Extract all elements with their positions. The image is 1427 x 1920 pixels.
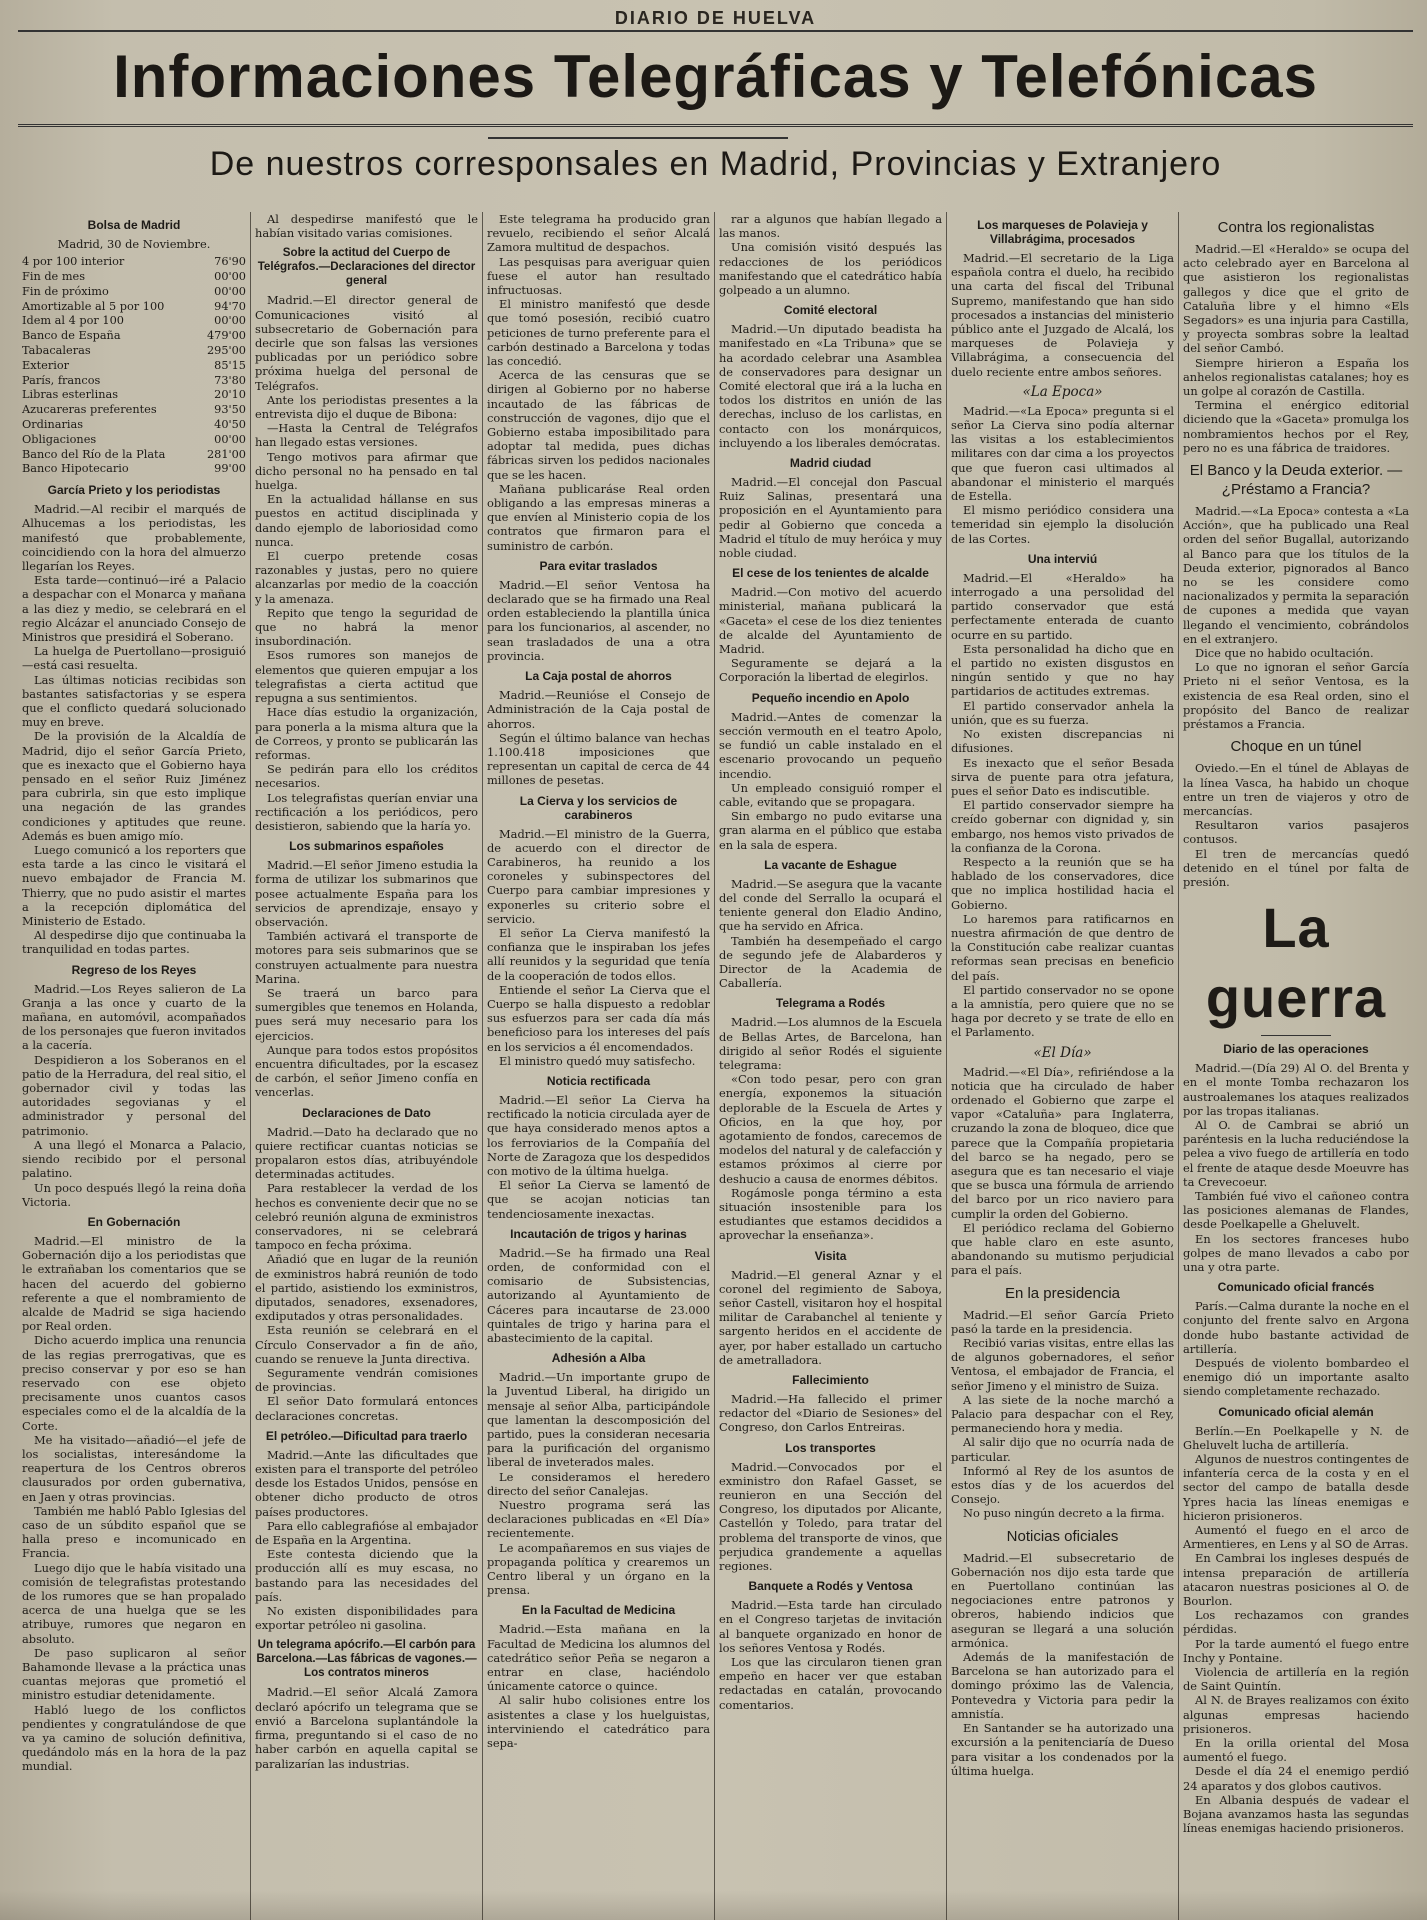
paragraph: Por la tarde aumentó el fuego entre Inchy y Pontaine.: [1183, 1636, 1409, 1665]
paragraph: Entiende el señor La Cierva que el Cuerpo se halla dispuesto a redoblar sus esfuerzos para ser cada día más beneficioso para los intereses del país en los servicios a él encomendados.: [487, 982, 710, 1054]
paragraph: Este telegrama ha producido gran revuelo, recibiendo el señor Alcalá Zamora multitud de despachos.: [487, 212, 710, 255]
paragraph: Madrid.—El director general de Comunicaciones visitó al subsecretario de Gobernación para decirle que son falsas las versiones publicadas por un periódico sobre próxima huelga del personal de Telégrafos.: [255, 293, 478, 393]
paragraph: rar a algunos que habían llegado a las manos.: [719, 212, 942, 241]
heading-tenientes-alcalde: El cese de los tenientes de alcalde: [732, 566, 929, 581]
heading-banco-deuda: El Banco y la Deuda exterior. —¿Préstamo a Francia?: [1189, 462, 1403, 499]
table-row: [22, 388, 246, 403]
paragraph: Esta personalidad ha dicho que en el partido no existen disgustos en ningún sentido y que no hay partidarios de actitudes extremas.: [951, 641, 1174, 699]
paragraph: Esta reunión se celebrará en el Círculo Conservador a fin de año, cuando se renueve la Junta directiva.: [255, 1323, 478, 1366]
paragraph: Al despedirse manifestó que le habían visitado varias comisiones.: [255, 212, 478, 241]
paragraph: Recibió varias visitas, entre ellas las de algunos gobernadores, el señor Ventosa, el embajador de Francia, el señor Jimeno y el ministro de Suiza.: [951, 1336, 1174, 1393]
paragraph: Berlín.—En Poelkapelle y N. de Gheluvelt lucha de artillería.: [1183, 1423, 1409, 1452]
heading-madrid-ciudad: Madrid ciudad: [789, 456, 872, 471]
paragraph: También me habló Pablo Iglesias del caso de un súbdito español que se halla preso e incomunicado en Francia.: [22, 1503, 246, 1561]
paragraph: Madrid.—(Día 29) Al O. del Brenta y en el monte Tomba rechazaron los austroalemanes los ataques realizados por las tropas italianas.: [1183, 1061, 1409, 1118]
paragraph: Madrid.—Un importante grupo de la Juventud Liberal, ha dirigido un mensaje al señor Alba, participándole que lamentan la descomposición del partido, pues la consideran necesaria para la purificación del organismo liberal de inveterados males.: [487, 1370, 710, 1470]
paragraph: El partido conservador siempre ha creído gobernar con dignidad y, sin embargo, nos hemos visto privados de la confianza de la Corona.: [951, 798, 1174, 855]
main-headline: Informaciones Telegráficas y Telefónicas: [18, 32, 1413, 127]
heading-facultad-medicina: En la Facultad de Medicina: [521, 1603, 676, 1618]
paragraph: Madrid.—Se ha firmado una Real orden, de conformidad con el comisario de Subsistencias, autorizando al Ayuntamiento de Cáceres para incautarse de 23.000 quintales de trigo y harina para el abastecimiento de la capital.: [487, 1245, 710, 1346]
paragraph: Seguramente se dejará a la Corporación la libertad de elegirlos.: [719, 656, 942, 685]
paragraph: Madrid.—El subsecretario de Gobernación nos dijo esta tarde que en Puertollano continúan las negociaciones entre patronos y obreros, habiendo indicios que aseguran se llegará a una solución armónica.: [951, 1550, 1174, 1650]
table-row: [22, 300, 246, 315]
paragraph: Una comisión visitó después las redacciones de los periódicos manifestando que el catedrático había golpeado a un alumno.: [719, 240, 942, 298]
paragraph: El partido conservador anhela la unión, que es su fuerza.: [951, 698, 1174, 727]
paragraph: Luego dijo que le había visitado una comisión de telegrafistas protestando de los rumores que se han propalado acerca de una huelga que se les atribuye, rumores que negaron en absoluto.: [22, 1560, 246, 1646]
paragraph: Madrid.—El señor Jimeno estudia la forma de utilizar los submarinos que posee actualmente España para los servicios de aprendizaje, ensayo y observación.: [255, 858, 478, 929]
war-title-rule: [1261, 1035, 1331, 1036]
paragraph: Informó al Rey de los asuntos de estos días y de los acuerdos del Consejo.: [951, 1463, 1174, 1507]
paragraph: Esos rumores son manejos de elementos que quieren empujar a los telegrafistas a cierta actitud que repugna a sus sentimientos.: [255, 648, 478, 706]
quote-value: 00'00: [214, 270, 246, 283]
quote-value: 99'00: [214, 462, 246, 476]
heading-el-dia: «El Día»: [1033, 1044, 1092, 1061]
paragraph: Madrid.—Antes de comenzar la sección vermouth en el teatro Apolo, se fundió un cable instalado en el escenario provocando un pequeño incendio.: [719, 709, 942, 781]
heading-choque-tunel: Choque en un túnel: [1230, 738, 1362, 756]
heading-comunicado-frances: Comunicado oficial francés: [1217, 1280, 1375, 1295]
page-bottom-shade: [0, 1890, 1427, 1920]
paragraph: Dicho acuerdo implica una renuncia de las regias prerrogativas, que es preciso conservar y por eso se han reservado con ese objeto precisamente unos cuantos casos especiales como el de la alcaldía de la Corte.: [22, 1333, 246, 1433]
heading-transportes: Los transportes: [785, 1440, 876, 1455]
heading-noticia-rectificada: Noticia rectificada: [546, 1073, 651, 1088]
paragraph: Aunque para todos estos propósitos encuentra dificultades, por la escasez de carbón, el señor Jimeno confía en vencerlas.: [255, 1042, 478, 1100]
paragraph: El partido conservador no se opone a la amnistía, pero quiere que no se haga por decreto y se trate de ello en el Parlamento.: [951, 982, 1174, 1040]
quote-value: 00'00: [214, 432, 246, 446]
masthead: DIARIO DE HUELVA: [18, 6, 1413, 32]
heading-visita: Visita: [814, 1248, 847, 1263]
heading-la-epoca: «La Epoca»: [1022, 383, 1103, 400]
bolsa-date: Madrid, 30 de Noviembre.: [57, 237, 211, 251]
columns: [18, 212, 1413, 1920]
column-2: [250, 212, 482, 1920]
paragraph: Madrid.—Los Reyes salieron de La Granja a las once y cuarto de la mañana, en automóvil, acompañados de los personajes que fueron invitados a la cacería.: [22, 981, 246, 1053]
quote-label: Ordinarias: [22, 417, 84, 431]
heading-telegrama-rodes: Telegrama a Rodés: [775, 996, 886, 1011]
table-row: [22, 433, 246, 448]
heading-declaraciones-dato: Declaraciones de Dato: [302, 1105, 431, 1120]
quote-label: Amortizable al 5 por 100: [22, 299, 165, 313]
paragraph: Los telegrafistas querían enviar una rectificación a los periódicos, pero desistieron, sabiendo que la haría yo.: [255, 790, 478, 833]
column-1: [18, 212, 250, 1920]
paragraph: París.—Calma durante la noche en el conjunto del frente salvo en Argona donde hubo bastante actividad de artillería.: [1183, 1299, 1409, 1356]
heading-banquete: Banquete a Rodés y Ventosa: [748, 1579, 913, 1594]
paragraph: Hace días estudio la organización, para ponerla a la misma altura que la de Correos, y pronto se publicarán las reformas.: [255, 705, 478, 762]
paragraph: Madrid.—El señor Alcalá Zamora declaró apócrifo un telegrama que se envió a Barcelona suplantándole la firma, preguntando si el caso de no haber carbón en aquella capital se paralizarían las industrias.: [255, 1685, 478, 1771]
heading-polavieja: Los marqueses de Polavieja y Villabrágima, procesados: [977, 218, 1148, 246]
paragraph: Madrid.—Ha fallecido el primer redactor del «Diario de Sesiones» del Congreso, don Carlos Entreiras.: [719, 1392, 942, 1435]
quote-value: 281'00: [206, 447, 246, 461]
heading-submarinos: Los submarinos españoles: [289, 839, 444, 854]
paragraph: Desde el día 24 el enemigo perdió 24 aparatos y dos globos cautivos.: [1183, 1764, 1409, 1793]
war-section-title: [1183, 893, 1409, 1036]
column-3: [482, 212, 714, 1920]
quote-label: Azucareras preferentes: [22, 403, 157, 417]
paragraph: Es inexacto que el señor Besada sirva de puente para otra jefatura, pues el señor Dato es indiscutible.: [951, 755, 1174, 798]
paragraph: Aumentó el fuego en el arco de Armentieres, en Lens y al SO de Arras.: [1183, 1523, 1409, 1552]
column-4: [714, 212, 946, 1920]
paragraph: Termina el enérgico editorial diciendo que la «Gaceta» promulga los nombramientos hechos por el Rey, pero no es una fábrica de traidores.: [1183, 398, 1409, 455]
paragraph: Nuestro programa será las declaraciones publicadas en «El Día» recientemente.: [487, 1498, 710, 1541]
paragraph: La huelga de Puertollano—prosiguió—está casi resuelta.: [22, 644, 246, 673]
paragraph: El señor Dato formulará entonces declaraciones concretas.: [255, 1394, 478, 1423]
heading-noticias-oficiales: Noticias oficiales: [1006, 1527, 1119, 1545]
table-row: [22, 285, 246, 300]
paragraph: Madrid.—El concejal don Pascual Ruiz Salinas, presentará una proposición en el Ayuntamiento para pedir al Gobierno que conceda a Madrid el título de muy heróica y muy noble ciudad.: [719, 475, 942, 561]
paragraph: También fué vivo el cañoneo contra las posiciones alemanas de Flandes, desde Poelkapelle a Gheluvelt.: [1183, 1188, 1409, 1232]
table-row: [22, 403, 246, 418]
paragraph: Madrid.—El secretario de la Liga española contra el duelo, ha recibido una carta del fiscal del Tribunal Supremo, manifestando que han sido procesados a instancias del ministerio público ante el Juzgado de Alcalá, los marqueses de Polavieja y Villabrágima, a consecuencia del duelo reciente entre ambos señores.: [951, 251, 1174, 379]
paragraph: Al salir hubo colisiones entre los asistentes a clase y los huelguistas, interviniendo el catedrático para sepa-: [487, 1693, 710, 1751]
quote-value: 40'50: [214, 417, 246, 431]
heading-fallecimiento: Fallecimiento: [792, 1373, 869, 1388]
paragraph: «Con todo pesar, pero con gran energía, exponemos la situación deplorable de la Escuela de Artes y Oficios, en la que hoy, por agotamiento de fondos, carecemos de modelos del natural y de calefacción y estamos próximos al cierre por deshucio a causa de enormes débitos.: [719, 1072, 942, 1186]
heading-petroleo: El petróleo.—Dificultad para traerlo: [265, 1428, 468, 1443]
heading-adhesion-alba: Adhesión a Alba: [551, 1351, 646, 1366]
paragraph: En la orilla oriental del Mosa aumentó el fuego.: [1183, 1736, 1409, 1765]
paragraph: Madrid.—Al recibir el marqués de Alhucemas a los periodistas, les manifestó que probablemente, coincidiendo con la hora del almuerzo llegarían los Reyes.: [22, 502, 246, 573]
quote-value: 94'70: [214, 299, 246, 313]
paragraph: Madrid.—El señor La Cierva ha rectificado la noticia circulada ayer de que haya considerado menos aptos a los ferroviarios de la Compañía del Norte de Zaragoza que los despedidos con motivo de la última huelga.: [487, 1092, 710, 1178]
quote-label: Exterior: [22, 358, 70, 372]
paragraph: Un poco después llegó la reina doña Victoria.: [22, 1180, 246, 1209]
paragraph: Dice que no habido ocultación.: [1195, 646, 1374, 661]
paragraph: Según el último balance van hechas 1.100.418 imposiciones que representan un capital de cerca de 44 millones de pesetas.: [487, 730, 710, 788]
quote-value: 76'90: [214, 255, 246, 269]
paragraph: Mañana publicaráse Real orden obligando a las empresas mineras a que envíen al Ministerio copia de los contratos que firmaron para el suministro de carbón.: [487, 481, 710, 553]
quote-label: Fin de mes: [22, 270, 86, 283]
paragraph: Además de la manifestación de Barcelona se han autorizado para el domingo próximo las de Valencia, Pontevedra y Victoria para pedir la amnistía.: [951, 1650, 1174, 1721]
paragraph: También ha desempeñado el cargo de segundo jefe de Alabarderos y Director de la Academia de Caballería.: [719, 933, 942, 991]
paragraph: En los sectores franceses hubo golpes de mano llevados a cabo por una y otra parte.: [1183, 1231, 1409, 1274]
paragraph: Rogámosle ponga término a esta situación insostenible para los estudiantes que estamos decididos a aprovechar la enseñanza».: [719, 1185, 942, 1243]
paragraph: Violencia de artillería en la región de Saint Quintín.: [1183, 1665, 1409, 1694]
paragraph: Se pedirán para ello los créditos necesarios.: [255, 762, 478, 791]
paragraph: Las últimas noticias recibidas son bastantes satisfactorias y se espera que el conflicto quedará solucionado muy en breve.: [22, 672, 246, 730]
heading-comunicado-aleman: Comunicado oficial alemán: [1218, 1404, 1374, 1419]
paragraph: Madrid.—«La Epoca» contesta a «La Acción», que ha publicado una Real orden del señor Bugallal, autorizando al Banco para que los títulos de la Deuda exterior, pignorados al Banco no se les considere como nacionalizados y permita la separación de cupones a medida que vayan llegando el vencimiento, cobrándolos en el extranjero.: [1183, 504, 1409, 646]
paragraph: Sin embargo no pudo evitarse una gran alarma en el público que estaba en la sala de espera.: [719, 809, 942, 852]
paragraph: No puso ningún decreto a la firma.: [963, 1506, 1165, 1521]
heading-interviu: Una interviú: [1027, 551, 1098, 566]
subheadline-block: [18, 127, 1413, 205]
paragraph: Lo que no ignoran el señor García Prieto ni el señor Ventosa, es la existencia de esa Real orden, sino el propósito del Banco de realizar préstamos a Francia.: [1183, 660, 1409, 732]
paragraph: Siempre hirieron a España los anhelos regionalistas catalanes; hoy es un golpe al corazón de Castilla.: [1183, 355, 1409, 399]
subheadline: De nuestros corresponsales en Madrid, Provincias y Extranjero: [209, 145, 1222, 183]
heading-telegrama-apocrifo: Un telegrama apócrifo.—El carbón para Barcelona.—Las fábricas de vagones.—Los contratos mineros: [256, 1638, 477, 1680]
paragraph: —Hasta la Central de Telégrafos han llegado estas versiones.: [255, 421, 478, 450]
paragraph: En la actualidad hállanse en sus puestos en actitud disciplinada y dando ejemplo de laboriosidad como nunca.: [255, 492, 478, 549]
table-row: [22, 448, 246, 463]
paragraph: Para ello cablegrafióse al embajador de España en la Argentina.: [255, 1518, 478, 1548]
paragraph: Le consideramos el heredero directo del señor Canalejas.: [487, 1469, 710, 1498]
quote-value: 85'15: [214, 358, 246, 372]
paragraph: También activará el transporte de motores para seis submarinos que se construyen actualmente para nuestra Marina.: [255, 929, 478, 986]
quote-value: 00'00: [214, 284, 246, 298]
heading-vacante-eshague: La vacante de Eshague: [764, 857, 897, 872]
paragraph: De paso suplicaron al señor Bahamonde llevase a la práctica unas cuantas mejoras que prometió el ministro estudiar detenidamente.: [22, 1645, 246, 1703]
paragraph: Madrid.—Los alumnos de la Escuela de Bellas Artes, de Barcelona, han dirigido al señor Rodés el siguiente telegrama:: [719, 1015, 942, 1072]
paragraph: Habló luego de los conflictos pendientes y congratulándose de que va ya camino de solución definitiva, quedándolo más en la hora de la paz mundial.: [22, 1702, 246, 1774]
heading-caja-postal: La Caja postal de ahorros: [525, 669, 672, 684]
quote-value: 00'00: [214, 314, 246, 328]
table-row: [22, 314, 246, 329]
paragraph: El ministro quedó muy satisfecho.: [499, 1053, 696, 1068]
paragraph: El periódico reclama del Gobierno que hable claro en este asunto, abandonando su mutismo perjudicial para el país.: [951, 1220, 1174, 1278]
paragraph: Madrid.—El ministro de la Gobernación dijo a los periodistas que le extrañaban los comentarios que se hacen del acuerdo del gobierno referente a que el nombramiento de alcalde de Madrid se siga haciendo por Real orden.: [22, 1233, 246, 1334]
heading-diario-operaciones: Diario de las operaciones: [1223, 1042, 1369, 1057]
paragraph: Madrid.—«La Epoca» pregunta si el señor La Cierva sino podía alternar las visitas a los establecimientos militares con dar cima a los proyectos que que fueron casi ultimados al abandonar el ministerio el marqués de Estella.: [951, 403, 1174, 504]
paragraph: Tengo motivos para afirmar que dicho personal no ha pensado en tal huelga.: [255, 449, 478, 493]
paragraph: Las pesquisas para averiguar quien fuese el autor han resultado infructuosas.: [487, 254, 710, 298]
paragraph: A una llegó el Monarca a Palacio, siendo recibido por el personal palatino.: [22, 1137, 246, 1181]
heading-evitar-traslados: Para evitar traslados: [539, 558, 658, 573]
paragraph: Luego comunicó a los reporters que esta tarde a las cinco le visitará el nuevo embajador de Francia M. Thierry, que no pudo asistir el martes a la recepción diplomática del Ministerio de Estado.: [22, 843, 246, 929]
heading-presidencia: En la presidencia: [1004, 1284, 1121, 1302]
stock-quotes-table: [22, 255, 246, 477]
paragraph: Despidieron a los Soberanos en el patio de la Herradura, del real sitio, el gobernador civil y todas las autoridades segovianas y el administrador y personal del patrimonio.: [22, 1052, 246, 1138]
paragraph: Madrid.—Convocados por el exministro don Rafael Gasset, se reunieron en una Sección del Congreso, los diputados por Alicante, Castellón y Toledo, para tratar del problema del transporte de vinos, que perjudica grandemente a aquellas regiones.: [719, 1459, 942, 1574]
quote-label: Banco Hipotecario: [22, 462, 129, 476]
paragraph: Oviedo.—En el túnel de Ablayas de la línea Vasca, ha habido un choque entre un tren de viajeros y otro de mercancías.: [1183, 761, 1409, 818]
paragraph: Repito que tengo la seguridad de que no habrá la menor insubordinación.: [255, 605, 478, 649]
heading-trigos-harinas: Incautación de trigos y harinas: [510, 1226, 687, 1241]
quote-label: Fin de próximo: [22, 284, 109, 298]
heading-garcia-prieto: García Prieto y los periodistas: [47, 483, 221, 498]
quote-value: 93'50: [214, 403, 246, 417]
paragraph: Madrid.—El general Aznar y el coronel del regimiento de Saboya, señor Castell, visitaron hoy el hospital militar de Carabanchel al teniente y sargento heridos en el accidente de ayer, por haber estallado un cartucho de ametralladora.: [719, 1267, 942, 1367]
paragraph: Madrid.—Dato ha declarado que no quiere rectificar cuantas noticias se propalaron estos días, atribuyéndole determinadas actitudes.: [255, 1124, 478, 1182]
paragraph: Me ha visitado—añadió—el jefe de los socialistas, interesándome la reapertura de los Centros obreros clausurados por orden gubernativa, en Jaen y otras provincias.: [22, 1432, 246, 1504]
paragraph: Acerca de las censuras que se dirigen al Gobierno por no haberse incautado de las fábricas de construcción de vagones, dijo que el Gobierno estaba imposibilitado para adoptar tal medida, pues dichas fábricas sirven los pedidos nacionales que se les hacen.: [487, 368, 710, 482]
quote-label: Idem al 4 por 100: [22, 314, 124, 328]
paragraph: El señor La Cierva se lamentó de que se acojan noticias tan tendenciosamente inexactas.: [487, 1178, 710, 1221]
paragraph: Después de violento bombardeo el enemigo dió un importante asalto siendo completamente rechazado.: [1183, 1355, 1409, 1399]
paragraph: Madrid.—Reunióse el Consejo de Administración de la Caja postal de ahorros.: [487, 688, 710, 731]
paragraph: Madrid.—El señor Ventosa ha declarado que se ha firmado una Real orden estableciendo la plantilla única para los funcionarios, al ascender, no sean trasladados de una a otra provincia.: [487, 577, 710, 663]
paragraph: Madrid.—El «Heraldo» se ocupa del acto celebrado ayer en Barcelona al que asistieron los regionalistas gallegos y dice que el grito de Cataluña libre y el himno «Els Segadors» es una injuria para Castilla, y proyecta sombras sobre la lealtad del señor Cambó.: [1183, 242, 1409, 356]
quote-label: 4 por 100 interior: [22, 255, 125, 269]
quote-label: Libras esterlinas: [22, 388, 119, 402]
paragraph: En Santander se ha autorizado una excursión a la penitenciaría de Dueso para visitar a los condenados por la última huelga.: [951, 1721, 1174, 1778]
paragraph: El tren de mercancías quedó detenido en el túnel por falta de presión.: [1183, 846, 1409, 889]
paragraph: Ante los periodistas presentes a la entrevista dijo el duque de Bibona:: [255, 392, 478, 422]
paragraph: El ministro manifestó que desde que tomó posesión, recibió cuatro peticiones de turno preferente para el carbón destinado a Barcelona y todas las concedió.: [487, 297, 710, 369]
paragraph: De la provisión de la Alcaldía de Madrid, dijo el señor García Prieto, que es inexacto que el Gobierno haya pensado en el señor Ruiz Jiménez para cubrirla, sin que esto implique una negación de las grandes condiciones y aptitudes que reune. Además es buen amigo mío.: [22, 729, 246, 843]
paragraph: Seguramente vendrán comisiones de provincias.: [255, 1366, 478, 1395]
paragraph: A las siete de la noche marchó a Palacio para despachar con el Rey, permaneciendo hora y media.: [951, 1392, 1174, 1436]
paragraph: Madrid.—Se asegura que la vacante del conde del Serrallo la ocupará el teniente general don Eladio Andino, que ha servido en Africa.: [719, 876, 942, 934]
quote-value: 295'00: [206, 343, 246, 357]
paragraph: Madrid.—El ministro de la Guerra, de acuerdo con el director de Carabineros, ha reunido a los coroneles y subinspectores del Cuerpo para cambiar impresiones y exponerles su criterio sobre el servicio.: [487, 826, 710, 926]
heading-cierva-carabineros: La Cierva y los servicios de carabineros: [519, 793, 678, 822]
paragraph: Un empleado consiguió romper el cable, evitando que se propagara.: [719, 780, 942, 809]
table-row: [22, 344, 246, 359]
war-title: La guerra: [1205, 896, 1387, 1030]
heading-comite-electoral: Comité electoral: [783, 303, 878, 318]
quote-label: Tabacaleras: [22, 343, 91, 357]
paragraph: Este contesta diciendo que la producción allí es muy escasa, no bastando para las necesidades del país.: [255, 1547, 478, 1604]
heading-regionalistas: Contra los regionalistas: [1217, 219, 1375, 236]
paragraph: El mismo periódico considera una temeridad sin ejemplo la disolución de las Cortes.: [951, 503, 1174, 546]
table-row: [22, 374, 246, 389]
paragraph: En Cambrai los ingleses después de intensa preparación de artillería atacaron nuestras posiciones al O. de Bourlon.: [1183, 1551, 1409, 1609]
table-row: [22, 418, 246, 433]
paragraph: Para restablecer la verdad de los hechos es conveniente decir que no se celebró reunión alguna de exministros conservadores, ni se celebrará tampoco en fecha próxima.: [255, 1181, 478, 1253]
paragraph: Añadió que en lugar de la reunión de exministros habrá reunión de todo el partido, asistiendo los exministros, diputados, senadores, exsenadores, exdiputados y otras personalidades.: [255, 1252, 478, 1324]
column-6: [1178, 212, 1413, 1920]
paragraph: Madrid.—«El Día», refiriéndose a la noticia que ha circulado de haber ordenado el Gobierno que zarpe el vapor «Cataluña» para Inglaterra, cruzando la zona de bloqueo, dice que parece que la Compañía propietaria del barco se ha negado, pero se asegura que es tan necesario el viaje que se busca una fórmula de arriendo del barco por un rico naviero para cumplir la orden del Gobierno.: [951, 1064, 1174, 1221]
paragraph: Al O. de Cambrai se abrió un paréntesis en la lucha reduciéndose la pelea a vivo fuego de artillería en todo el frente de ataque desde Moeuvre has ta Crevecoeur.: [1183, 1117, 1409, 1189]
heading-bolsa: Bolsa de Madrid: [87, 218, 181, 232]
heading-regreso-reyes: Regreso de los Reyes: [71, 962, 197, 977]
paragraph: Al despedirse dijo que continuaba la tranquilidad en todas partes.: [22, 928, 246, 957]
paragraph: El cuerpo pretende cosas razonables y justas, pero no quiere alcanzarlas por medio de la coacción y la amenaza.: [255, 549, 478, 606]
subhead-rule: [488, 137, 788, 139]
quote-label: París, francos: [22, 373, 101, 387]
quote-value: 479'00: [206, 329, 246, 343]
column-5: [946, 212, 1178, 1920]
paragraph: Los que las circularon tienen gran empeño en hacer ver que estaban redactadas en catalán, provocando comentarios.: [719, 1655, 942, 1712]
quote-value: 20'10: [214, 388, 246, 402]
paragraph: Le acompañaremos en sus viajes de propaganda política y crearemos un Centro liberal y un órgano en la prensa.: [487, 1540, 710, 1598]
quote-label: Obligaciones: [22, 432, 97, 446]
table-row: [22, 255, 246, 270]
paragraph: Los rechazamos con grandes pérdidas.: [1183, 1608, 1409, 1637]
paragraph: Al salir dijo que no ocurría nada de particular.: [951, 1435, 1174, 1464]
table-row: [22, 270, 246, 285]
heading-incendio-apolo: Pequeño incendio en Apolo: [751, 690, 910, 705]
paragraph: Madrid.—El señor García Prieto pasó la tarde en la presidencia.: [951, 1307, 1174, 1336]
heading-gobernacion: En Gobernación: [87, 1214, 181, 1229]
paragraph: Algunos de nuestros contingentes de infantería cerca de la costa y en el sector del campo de batalla desde Ypres hacia las líneas enemigas e hicieron prisioneros.: [1183, 1452, 1409, 1523]
paragraph: No existen disponibilidades para exportar petróleo ni gasolina.: [255, 1604, 478, 1633]
table-row: [22, 359, 246, 374]
paragraph: No existen discrepancias ni difusiones.: [951, 727, 1174, 756]
table-row: [22, 329, 246, 344]
paragraph: Madrid.—Ante las dificultades que existen para el transporte del petróleo desde los Estados Unidos, pensóse en obtener dicho producto de otros países productores.: [255, 1447, 478, 1519]
paragraph: Respecto a la reunión que se ha hablado de los conservadores, dice que no implica hostilidad hacia el Gobierno.: [951, 854, 1174, 912]
quote-label: Banco de España: [22, 329, 121, 343]
paragraph: Lo haremos para ratificarnos en nuestra afirmación de que dentro de la Constitución cabe realizar cuantas reformas sean precisas en beneficio del país.: [951, 911, 1174, 983]
paragraph: Esta tarde—continuó—iré a Palacio a despachar con el Monarca y mañana a las diez y medio, se celebrará en el regio Alcázar el anunciado Consejo de Ministros que presidirá el Soberano.: [22, 573, 246, 644]
paragraph: Al N. de Brayes realizamos con éxito algunas empresas haciendo prisioneros.: [1183, 1693, 1409, 1736]
quote-label: Banco del Río de la Plata: [22, 447, 166, 461]
paragraph: Madrid.—Un diputado beadista ha manifestado en «La Tribuna» que se ha acordado celebrar una Asamblea de conservadores para designar un Comité electoral que irá a la lucha en todos los distritos en unión de las derechas, incluso de los carlistas, en contacto con los monárquicos, incluyendo a los liberales demócratas.: [719, 322, 942, 450]
heading-cuerpo-telegrafos: Sobre la actitud del Cuerpo de Telégrafos.—Declaraciones del director general: [257, 246, 476, 288]
paragraph: Resultaron varios pasajeros contusos.: [1183, 818, 1409, 847]
paragraph: El señor La Cierva manifestó la confianza que le inspiraban los jefes allí reunidos y la seguridad que tenía de la cooperación de todos ellos.: [487, 925, 710, 983]
paragraph: Madrid.—Esta tarde han circulado en el Congreso tarjetas de invitación al banquete organizado en honor de los señores Ventosa y Rodés.: [719, 1598, 942, 1655]
paragraph: Madrid.—El «Heraldo» ha interrogado a una persolidad del partido conservador que está perfectamente enterada de cuanto ocurre en su partido.: [951, 570, 1174, 642]
paragraph: En Albania después de vadear el Bojana avanzamos hasta las segundas líneas enemigas haciendo prisioneros.: [1183, 1792, 1409, 1836]
paragraph: Madrid.—Con motivo del acuerdo ministerial, mañana publicará la «Gaceta» el cese de los diez tenientes de alcalde del Ayuntamiento de Madrid.: [719, 585, 942, 657]
paragraph: Madrid.—Esta mañana en la Facultad de Medicina los alumnos del catedrático señor Peña se negaron a entrar en clase, haciéndolo únicamente catorce o quince.: [487, 1622, 710, 1694]
quote-value: 73'80: [214, 373, 246, 387]
paragraph: Se traerá un barco para sumergibles que tenemos en Holanda, pues será muy necesario para los ejercicios.: [255, 985, 478, 1043]
table-row: [22, 462, 246, 477]
